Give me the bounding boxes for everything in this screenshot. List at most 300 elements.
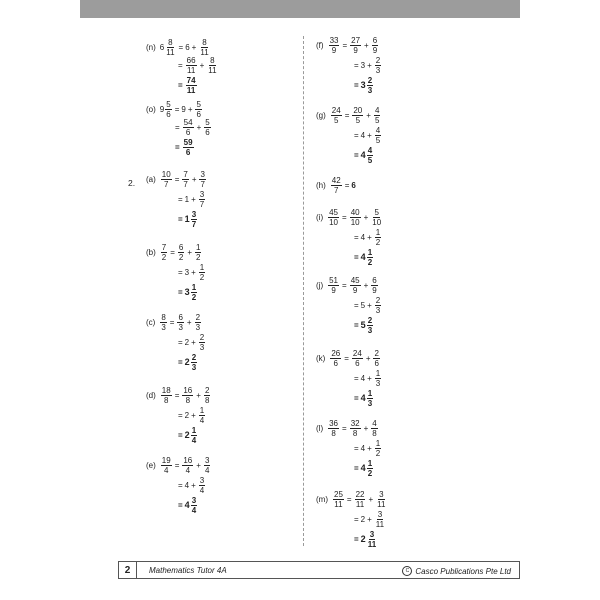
fraction (183, 138, 194, 157)
numerator: 42 (331, 176, 341, 185)
plus-sign: + (191, 42, 197, 52)
exercise-e-answer (176, 496, 198, 515)
denominator: 2 (199, 273, 205, 282)
whole-number: 6 (159, 42, 165, 52)
denominator: 3 (375, 379, 381, 388)
exercise-c-line-2 (176, 333, 206, 352)
exercise-m-line-1 (316, 490, 387, 509)
plus-sign: + (191, 174, 197, 184)
equals-sign: = (178, 194, 183, 204)
equals-sign: = (342, 280, 347, 290)
whole-number: 2 (360, 534, 366, 544)
denominator: 7 (164, 180, 169, 189)
fraction (350, 36, 361, 55)
fraction (367, 248, 373, 267)
fraction (177, 313, 183, 332)
equals-sign: = (354, 534, 359, 544)
denominator: 7 (200, 180, 205, 189)
whole-number: 3 (184, 267, 190, 277)
equals-sign: = (178, 80, 183, 90)
whole-number: 4 (360, 232, 366, 242)
equals-sign: = (354, 393, 359, 403)
numerator: 3 (379, 490, 384, 499)
numerator: 27 (351, 36, 361, 45)
exercise-k-answer (352, 389, 374, 408)
fraction (195, 100, 201, 119)
whole-number: 2 (184, 430, 190, 440)
exercise-e-line-1 (146, 456, 211, 475)
denominator: 11 (200, 48, 209, 57)
numerator: 1 (375, 439, 381, 448)
fraction (375, 126, 381, 145)
numerator: 2 (367, 76, 373, 85)
denominator: 5 (375, 136, 381, 145)
question-number: 2. (128, 178, 136, 188)
fraction (165, 100, 171, 119)
denominator: 6 (185, 128, 191, 137)
equals-sign: = (354, 80, 359, 90)
equals-sign: = (354, 443, 359, 453)
exercise-j-line-2 (352, 296, 382, 315)
fraction (199, 476, 205, 495)
denominator: 5 (367, 156, 373, 165)
denominator: 2 (375, 238, 381, 247)
exercise-label: (k) (316, 353, 326, 363)
fraction (160, 313, 166, 332)
exercise-e-line-2 (176, 476, 206, 495)
numerator: 5 (374, 208, 379, 217)
whole-number: 2 (184, 410, 190, 420)
fraction (328, 276, 339, 295)
numerator: 3 (204, 456, 210, 465)
fraction (367, 146, 373, 165)
fraction (204, 118, 210, 137)
whole-number: 3 (184, 287, 190, 297)
plus-sign: + (363, 423, 369, 433)
denominator: 9 (331, 286, 336, 295)
denominator: 6 (374, 359, 379, 368)
fraction (375, 510, 385, 529)
fraction (182, 170, 188, 189)
whole-number: 5 (360, 320, 366, 330)
fraction (191, 210, 197, 229)
fraction (375, 369, 381, 388)
numerator: 25 (334, 490, 343, 499)
fraction (182, 456, 193, 475)
plus-sign: + (186, 317, 192, 327)
denominator: 3 (161, 323, 166, 332)
equals-sign: = (178, 337, 183, 347)
fraction (199, 406, 205, 425)
numerator: 24 (352, 349, 362, 358)
whole-number: 4 (360, 150, 366, 160)
denominator: 11 (186, 66, 196, 75)
fraction (355, 490, 366, 509)
equals-sign: = (354, 60, 359, 70)
exercise-l-line-2 (352, 439, 382, 458)
fraction (191, 353, 197, 372)
fraction (375, 56, 381, 75)
equals-sign: = (178, 430, 183, 440)
numerator: 5 (196, 100, 201, 109)
exercise-g-answer (352, 146, 374, 165)
plus-sign: + (187, 104, 193, 114)
numerator: 8 (168, 38, 173, 47)
publisher-name: Casco Publications Pte Ltd (415, 566, 511, 576)
numerator: 3 (369, 530, 375, 539)
exercise-label: (o) (146, 104, 156, 114)
plus-sign: + (363, 280, 369, 290)
fraction (328, 208, 339, 227)
numerator: 1 (367, 389, 373, 398)
numerator: 8 (202, 38, 207, 47)
equals-sign: = (178, 357, 183, 367)
denominator: 8 (331, 429, 336, 438)
numerator: 33 (329, 36, 339, 45)
equals-sign: = (174, 390, 180, 400)
exercise-o-line-1 (146, 100, 203, 119)
numerator: 6 (178, 243, 184, 252)
numerator: 2 (375, 296, 381, 305)
numerator: 16 (183, 386, 193, 395)
plus-sign: + (367, 443, 372, 453)
fraction (329, 36, 340, 55)
whole-number: 9 (159, 104, 165, 114)
denominator: 7 (183, 180, 188, 189)
numerator: 1 (375, 369, 381, 378)
exercise-o-line-2 (173, 118, 212, 137)
exercise-h-line-1 (316, 176, 356, 195)
fraction (352, 349, 363, 368)
publisher (402, 566, 511, 576)
plus-sign: + (196, 122, 202, 132)
exercise-label: (l) (316, 423, 324, 433)
whole-number: 5 (360, 300, 366, 310)
exercise-label: (m) (316, 494, 328, 504)
equals-sign: = (354, 150, 359, 160)
denominator: 6 (205, 128, 210, 137)
denominator: 8 (204, 396, 210, 405)
exercise-label: (e) (146, 460, 156, 470)
denominator: 2 (191, 293, 197, 302)
equals-sign: = (169, 317, 175, 327)
denominator: 3 (375, 306, 381, 315)
denominator: 11 (377, 500, 386, 509)
denominator: 3 (191, 363, 197, 372)
whole-number: 1 (184, 214, 190, 224)
fraction (199, 38, 209, 57)
numerator: 1 (191, 283, 197, 292)
denominator: 4 (199, 486, 205, 495)
exercise-label: (g) (316, 110, 326, 120)
numerator: 7 (161, 243, 167, 252)
exercise-o-answer (173, 138, 195, 157)
denominator: 2 (178, 253, 184, 262)
exercise-g-line-1 (316, 106, 381, 125)
exercise-b-line-2 (176, 263, 206, 282)
exercise-b-line-1 (146, 243, 202, 262)
numerator: 4 (374, 106, 380, 115)
exercise-label: (b) (146, 247, 156, 257)
fraction (376, 490, 386, 509)
denominator: 3 (195, 323, 201, 332)
plus-sign: + (364, 40, 369, 50)
exercise-label: (j) (316, 280, 324, 290)
numerator: 4 (367, 146, 373, 155)
plus-sign: + (191, 480, 196, 490)
plus-sign: + (187, 247, 193, 257)
whole-number: 4 (360, 443, 366, 453)
equals-sign: = (354, 514, 359, 524)
denominator: 3 (178, 323, 183, 332)
numerator: 2 (191, 353, 197, 362)
fraction (367, 316, 373, 335)
equals-sign: = (174, 104, 180, 114)
numerator: 1 (196, 243, 201, 252)
whole-number: 3 (360, 80, 366, 90)
equals-sign: = (342, 40, 348, 50)
exercise-label: (h) (316, 180, 326, 190)
numerator: 66 (186, 56, 196, 65)
equals-sign: = (354, 300, 359, 310)
numerator: 74 (186, 76, 196, 85)
whole-number: 4 (360, 373, 366, 383)
numerator: 7 (183, 170, 188, 179)
exercise-k-line-1 (316, 349, 381, 368)
exercise-a-line-2 (176, 190, 206, 209)
plus-sign: + (367, 514, 372, 524)
plus-sign: + (365, 353, 371, 363)
whole-number: 4 (360, 252, 366, 262)
plus-sign: + (191, 267, 196, 277)
plus-sign: + (191, 194, 196, 204)
numerator: 1 (375, 228, 381, 237)
exercise-label: (a) (146, 174, 156, 184)
plus-sign: + (366, 110, 371, 120)
equals-sign: = (178, 480, 183, 490)
denominator: 4 (191, 436, 197, 445)
numerator: 2 (367, 316, 373, 325)
fraction (373, 349, 379, 368)
numerator: 20 (353, 106, 363, 115)
fraction (350, 208, 361, 227)
equals-sign: = (178, 267, 183, 277)
equals-sign: = (344, 353, 349, 363)
plus-sign: + (191, 410, 196, 420)
fraction (207, 56, 217, 75)
denominator: 6 (333, 359, 338, 368)
denominator: 11 (208, 66, 217, 75)
page-number: 2 (118, 561, 137, 579)
equals-sign: = (175, 122, 180, 132)
whole-number: 2 (360, 514, 366, 524)
whole-number: 3 (360, 60, 366, 70)
whole-number: 4 (360, 130, 366, 140)
fraction (331, 106, 342, 125)
exercise-m-line-2 (352, 510, 386, 529)
numerator: 19 (161, 456, 171, 465)
denominator: 9 (331, 46, 337, 55)
fraction (178, 243, 184, 262)
fraction (372, 36, 378, 55)
fraction (186, 76, 197, 95)
fraction (161, 170, 172, 189)
fraction (161, 456, 172, 475)
fraction (161, 243, 167, 262)
denominator: 4 (164, 466, 169, 475)
whole-number: 4 (360, 463, 366, 473)
denominator: 7 (334, 186, 339, 195)
plus-sign: + (199, 60, 205, 70)
fraction (204, 456, 210, 475)
book-title: Mathematics Tutor 4A (149, 566, 227, 575)
plus-sign: + (191, 337, 196, 347)
plus-sign: + (367, 300, 372, 310)
equals-sign: = (354, 463, 359, 473)
denominator: 11 (166, 48, 175, 57)
denominator: 4 (185, 466, 191, 475)
fraction (367, 530, 377, 549)
exercise-f-line-1 (316, 36, 379, 55)
numerator: 1 (191, 426, 197, 435)
numerator: 8 (161, 313, 166, 322)
denominator: 2 (375, 449, 381, 458)
equals-sign: = (174, 460, 180, 470)
denominator: 11 (367, 540, 377, 549)
fraction (165, 38, 175, 57)
denominator: 10 (329, 218, 339, 227)
fraction (371, 208, 382, 227)
whole-number: 6 (185, 42, 190, 52)
denominator: 5 (374, 116, 380, 125)
numerator: 2 (199, 333, 205, 342)
fraction (331, 176, 342, 195)
denominator: 9 (372, 286, 377, 295)
fraction (199, 263, 205, 282)
whole-number: 2 (184, 357, 190, 367)
denominator: 5 (355, 116, 361, 125)
numerator: 1 (367, 248, 373, 257)
numerator: 26 (331, 349, 341, 358)
numerator: 2 (204, 386, 210, 395)
denominator: 6 (185, 148, 191, 157)
exercise-label: (c) (146, 317, 156, 327)
plus-sign: + (367, 373, 372, 383)
fraction (333, 490, 344, 509)
numerator: 5 (205, 118, 210, 127)
numerator: 54 (183, 118, 193, 127)
copyright-icon: C (402, 566, 412, 576)
exercise-label: (i) (316, 212, 324, 222)
fraction (195, 313, 201, 332)
denominator: 2 (196, 253, 201, 262)
denominator: 11 (375, 520, 385, 529)
equals-sign: = (175, 142, 180, 152)
numerator: 3 (191, 210, 197, 219)
denominator: 3 (367, 86, 373, 95)
fraction (186, 56, 197, 75)
numerator: 22 (355, 490, 365, 499)
exercise-d-line-1 (146, 386, 211, 405)
numerator: 3 (199, 190, 205, 199)
denominator: 3 (367, 399, 373, 408)
fraction (191, 283, 197, 302)
denominator: 2 (161, 253, 167, 262)
numerator: 6 (372, 36, 378, 45)
numerator: 6 (372, 276, 377, 285)
numerator: 1 (199, 263, 205, 272)
denominator: 6 (196, 110, 201, 119)
equals-sign: = (174, 174, 180, 184)
exercise-l-line-1 (316, 419, 379, 438)
fraction (375, 296, 381, 315)
plus-sign: + (367, 60, 372, 70)
denominator: 9 (372, 46, 378, 55)
exercise-f-answer (352, 76, 374, 95)
fraction (191, 426, 197, 445)
equals-sign: = (342, 423, 347, 433)
equals-sign: = (354, 252, 359, 262)
exercise-f-line-2 (352, 56, 382, 75)
column-divider (303, 36, 304, 546)
exercise-a-line-1 (146, 170, 207, 189)
whole-number: 4 (184, 480, 190, 490)
exercise-d-answer (176, 426, 198, 445)
equals-sign: = (354, 373, 359, 383)
denominator: 4 (204, 466, 210, 475)
fraction (195, 243, 201, 262)
denominator: 10 (350, 218, 360, 227)
exercise-label: (n) (146, 42, 156, 52)
plus-sign: + (367, 232, 372, 242)
denominator: 6 (166, 110, 171, 119)
exercise-n-line-2 (176, 56, 219, 75)
denominator: 5 (334, 116, 339, 125)
exercise-label: (f) (316, 40, 324, 50)
numerator: 1 (199, 406, 205, 415)
whole-number: 4 (184, 500, 190, 510)
denominator: 6 (355, 359, 360, 368)
denominator: 4 (199, 416, 205, 425)
fraction (183, 118, 194, 137)
denominator: 3 (367, 326, 373, 335)
equals-sign: = (178, 214, 183, 224)
fraction (182, 386, 193, 405)
equals-sign: = (342, 212, 347, 222)
fraction (350, 419, 361, 438)
fraction (352, 106, 363, 125)
fraction (199, 190, 205, 209)
fraction (371, 276, 377, 295)
top-banner (80, 0, 520, 18)
exercise-j-answer (352, 316, 374, 335)
numerator: 8 (210, 56, 215, 65)
fraction (367, 76, 373, 95)
exercise-n-line-1 (146, 38, 211, 57)
fraction (375, 439, 381, 458)
numerator: 4 (372, 419, 377, 428)
plus-sign: + (196, 390, 201, 400)
numerator: 18 (161, 386, 171, 395)
equals-sign: = (170, 247, 175, 257)
fraction (199, 333, 205, 352)
numerator: 40 (350, 208, 360, 217)
fraction (328, 419, 339, 438)
denominator: 11 (334, 500, 343, 509)
numerator: 2 (374, 349, 379, 358)
denominator: 10 (372, 218, 382, 227)
fraction (199, 170, 205, 189)
